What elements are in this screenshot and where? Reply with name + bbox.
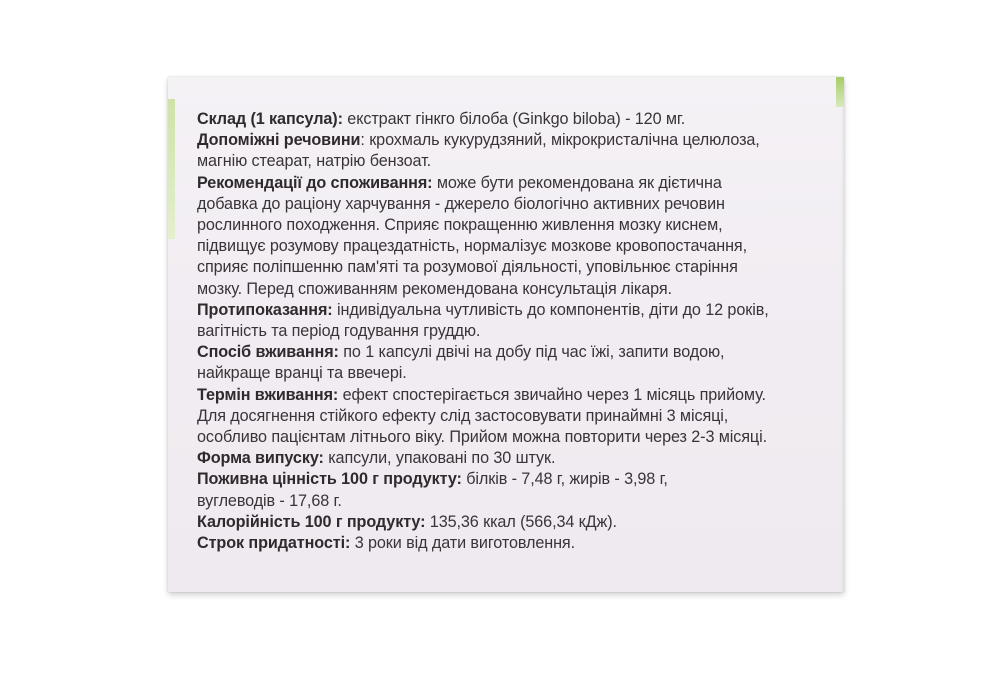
composition-text: екстракт гінкго білоба (Ginkgo biloba) - 120 мг. [342, 110, 686, 128]
recommendations-title: Рекомендації до споживання: [197, 173, 433, 192]
recommendations-line-6: мозку. Перед споживанням рекомендована консультація лікаря. [197, 279, 672, 298]
usage-section [197, 342, 837, 384]
release-form-title: Форма випуску: [197, 449, 324, 468]
excipients-line-2: магнію стеарат, натрію бензоат. [197, 152, 431, 171]
recommendations-line-5: сприяє поліпшенню пам'яті та розумової діяльності, уповільнює старіння [197, 258, 738, 277]
calories-section [197, 512, 837, 533]
calories-title: Калорійність 100 г продукту: [197, 512, 426, 531]
nutrition-section [197, 469, 837, 511]
nutrition-title: Поживна цінність 100 г продукту: [197, 470, 462, 489]
box-edge-shadow [841, 107, 844, 592]
nutrition-line-1: білків - 7,48 г, жирів - 3,98 г, [461, 470, 668, 489]
release-form-section [197, 448, 837, 469]
duration-title: Термін вживання: [197, 385, 339, 404]
excipients-title: Допоміжні речовини [197, 131, 361, 150]
shelf-life-text: 3 роки від дати виготовлення. [350, 534, 575, 553]
usage-title: Спосіб вживання: [197, 343, 339, 362]
usage-line-1: по 1 капсулі двічі на добу під час їжі, запити водою, [338, 343, 725, 362]
excipients-section [197, 130, 837, 172]
contraindications-line-2: вагітність та період годування груддю. [197, 322, 481, 341]
recommendations-line-2: добавка до раціону харчування - джерело біологічно активних речовин [197, 194, 725, 213]
contraindications-title: Протипоказання: [197, 300, 333, 319]
duration-line-2: Для досягнення стійкого ефекту слід застосовувати принаймні 3 місяці, [197, 406, 729, 425]
product-label-text [197, 109, 837, 554]
duration-section [197, 385, 837, 449]
usage-line-2: найкраще вранці та ввечері. [197, 364, 407, 383]
product-box-back-panel [168, 77, 844, 592]
contraindications-line-1: індивідуальна чутливість до компонентів, діти до 12 років, [332, 300, 769, 319]
recommendations-section [197, 173, 837, 300]
recommendations-line-4: підвищує розумову працездатність, нормалізує мозкове кровопостачання, [197, 237, 747, 256]
shelf-life-section [197, 533, 837, 554]
duration-line-3: особливо пацієнтам літнього віку. Прийом можна повторити через 2-3 місяці. [197, 428, 767, 447]
calories-text: 135,36 ккал (566,34 кДж). [425, 512, 617, 531]
composition-section [197, 109, 837, 130]
nutrition-line-2: вуглеводів - 17,68 г. [197, 491, 342, 510]
recommendations-line-3: рослинного походження. Сприяє покращенню живлення мозку киснем, [197, 216, 723, 235]
recommendations-line-1: може бути рекомендована як дієтична [432, 173, 722, 192]
release-form-text: капсули, упаковані по 30 штук. [323, 449, 556, 468]
contraindications-section [197, 300, 837, 342]
excipients-line-1: : крохмаль кукурудзяний, мікрокристалічна целюлоза, [360, 131, 760, 150]
duration-line-1: ефект спостерігається звичайно через 1 місяць прийому. [338, 385, 766, 404]
shelf-life-title: Строк придатності: [197, 534, 351, 553]
composition-title: Склад (1 капсула): [197, 110, 343, 128]
